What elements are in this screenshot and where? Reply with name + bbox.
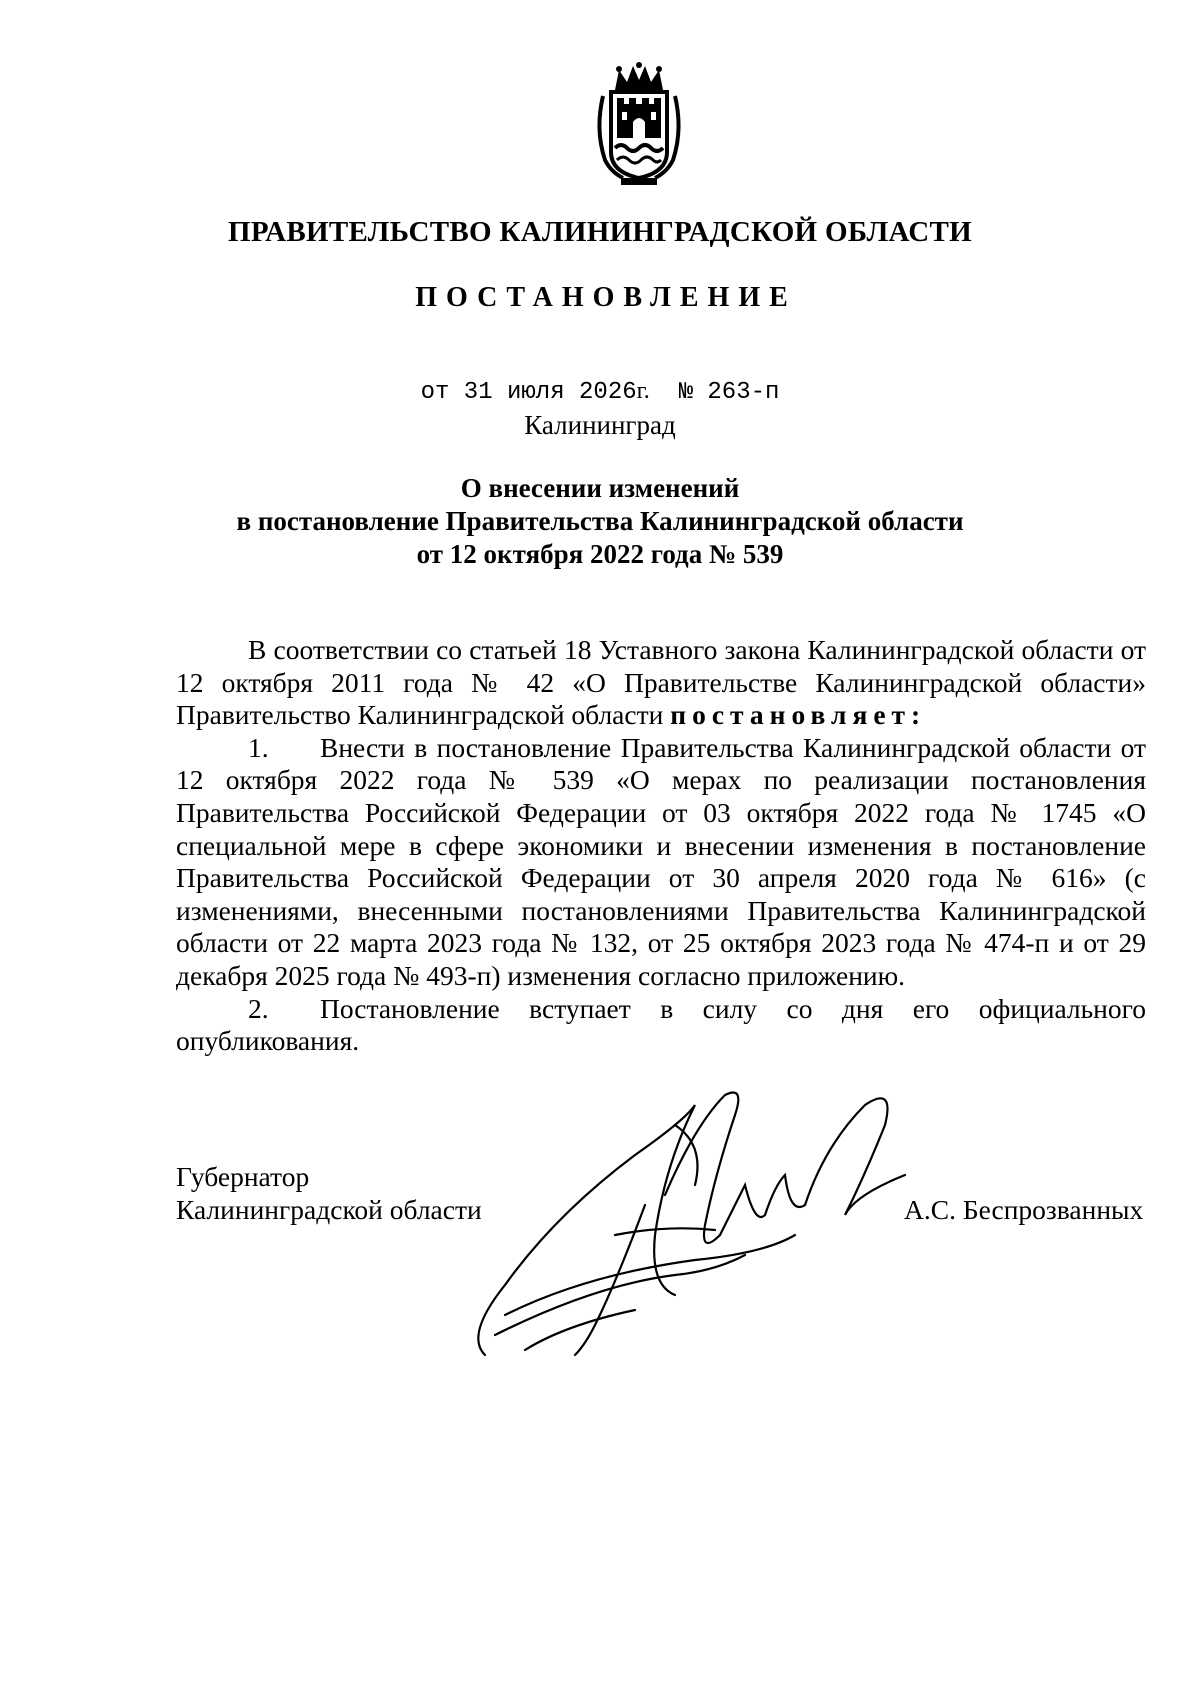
item-number: 2. [248, 992, 269, 1024]
item-paragraph [176, 732, 1146, 993]
signatory-position [176, 1160, 482, 1226]
item-text: Постановление вступает в силу со дня его официального опубликования. [176, 992, 1146, 1057]
document-number: № 263-п [678, 379, 780, 406]
document-city: Калининград [524, 410, 676, 440]
position-line: Губернатор [176, 1161, 310, 1192]
document-title [0, 472, 1200, 571]
handwritten-signature [465, 1085, 925, 1375]
preamble-paragraph [176, 634, 1146, 732]
title-line: от 12 октября 2022 года № 539 [416, 539, 784, 569]
coat-of-arms-icon [593, 60, 685, 188]
document-type: ПОСТАНОВЛЕНИЕ [415, 282, 797, 313]
document-date: 31 июля 2026 [463, 379, 637, 406]
title-line: в постановление Правительства Калининградской области [236, 506, 964, 536]
document-body [176, 634, 1146, 1058]
preamble-text: В соответствии со статьей 18 Уставного закона Калининградской области от 12 октября 2011 года № 42 «О Правительстве Калининградской области» Правительство Калининградской области [176, 634, 1146, 731]
item-text: Внести в постановление Правительства Калининградской области от 12 октября 2022 года № 539 «О мерах по реализации постановления Правительства Российской Федерации от 03 октября 2022 года № 1745 «О специальной мере в сфере экономики и внесении изменения в постановление Правительства Российской Федерации от 30 апреля 2020 года № 616» (с изменениями, внесенными постановлениями Правительства Калининградской области от 22 марта 2023 года № 132, от 25 октября 2023 года № 474-п и от 29 декабря 2025 года № 493-п) изменения согласно приложению. [176, 731, 1146, 991]
item-number: 1. [248, 731, 269, 763]
document-dateline [0, 378, 1200, 406]
signatory-name: А.С. Беспрозванных [904, 1194, 1144, 1225]
item-paragraph [176, 993, 1146, 1058]
year-suffix: г. [636, 378, 650, 404]
position-line: Калининградской области [176, 1194, 482, 1225]
title-line: О внесении изменений [460, 473, 740, 503]
decree-word: постановляет: [670, 699, 927, 731]
organization-name: ПРАВИТЕЛЬСТВО КАЛИНИНГРАДСКОЙ ОБЛАСТИ [227, 216, 973, 248]
date-prefix: от [420, 379, 450, 406]
